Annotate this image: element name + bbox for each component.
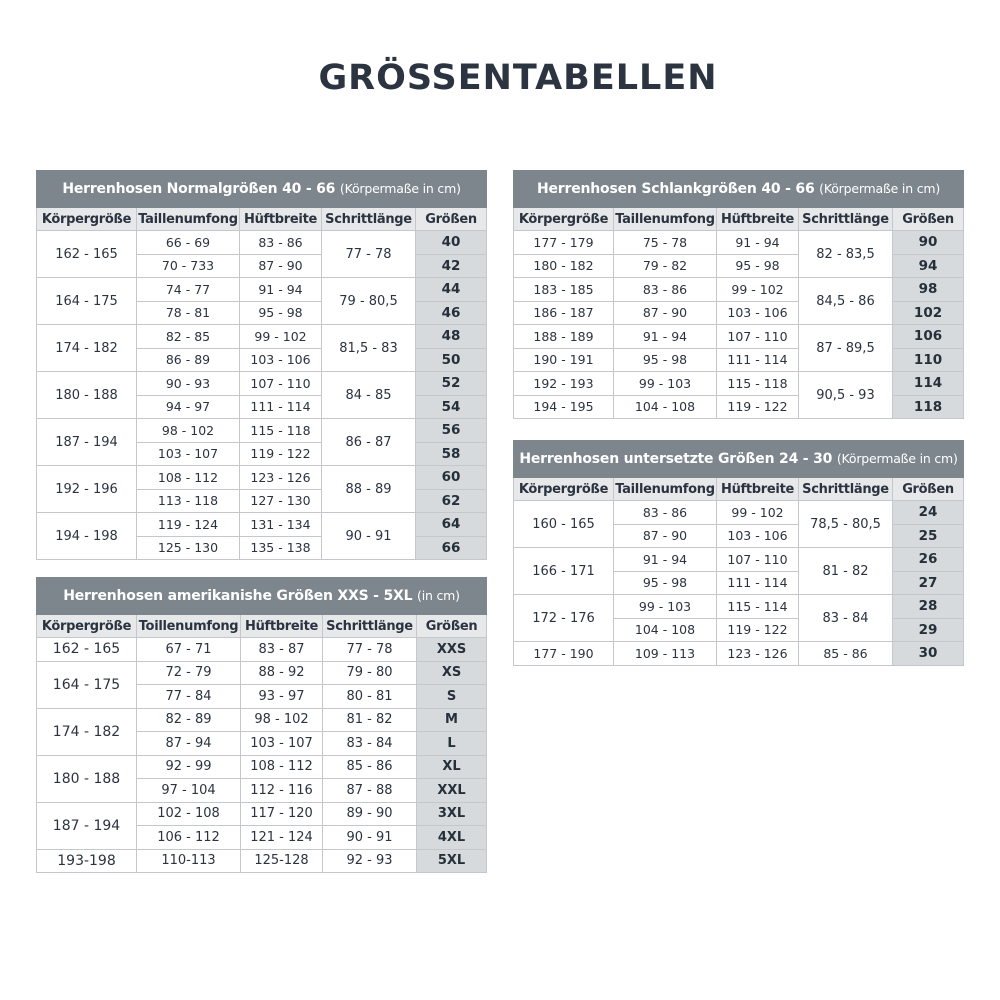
waist-cell: 94 - 97 [137,395,240,419]
size-cell: 27 [893,571,964,595]
column-header: Schrittlänge [323,615,417,638]
inseam-cell: 86 - 87 [322,419,416,466]
table-row [37,419,487,443]
size-cell: 48 [416,325,487,349]
table-row [514,278,964,302]
body-height-cell: 177 - 190 [514,642,614,666]
size-cell: 26 [893,548,964,572]
table-row [514,301,964,325]
hip-cell: 119 - 122 [240,442,322,466]
body-height-cell: 192 - 196 [37,466,137,513]
waist-cell: 98 - 102 [137,419,240,443]
inseam-cell: 85 - 86 [799,642,893,666]
hip-cell: 99 - 102 [717,501,799,525]
waist-cell: 87 - 94 [137,732,241,756]
body-height-cell: 172 - 176 [514,595,614,642]
hip-cell: 95 - 98 [717,254,799,278]
size-cell: 44 [416,278,487,302]
hip-cell: 108 - 112 [241,755,323,779]
size-cell: 25 [893,524,964,548]
size-cell: 106 [893,325,964,349]
inseam-cell: 83 - 84 [799,595,893,642]
hip-cell: 111 - 114 [240,395,322,419]
inseam-cell: 85 - 86 [323,755,417,779]
size-cell: 46 [416,301,487,325]
size-cell: 29 [893,618,964,642]
inseam-cell: 84 - 85 [322,372,416,419]
size-cell: 58 [416,442,487,466]
size-cell: 98 [893,278,964,302]
inseam-cell: 78,5 - 80,5 [799,501,893,548]
inseam-cell: 84,5 - 86 [799,278,893,325]
size-cell: 50 [416,348,487,372]
size-cell: 110 [893,348,964,372]
inseam-cell: 89 - 90 [323,802,417,826]
hip-cell: 87 - 90 [240,254,322,278]
size-cell: L [417,732,487,756]
column-header: Taillenumfong [614,208,717,231]
waist-cell: 91 - 94 [614,325,717,349]
size-cell: 4XL [417,826,487,850]
size-cell: 24 [893,501,964,525]
inseam-cell: 87 - 88 [323,779,417,803]
body-height-cell: 190 - 191 [514,348,614,372]
body-height-cell: 174 - 182 [37,325,137,372]
hip-cell: 103 - 107 [241,732,323,756]
hip-cell: 135 - 138 [240,536,322,560]
table-row [514,254,964,278]
hip-cell: 125-128 [241,849,323,873]
waist-cell: 78 - 81 [137,301,240,325]
column-header: Taillenumfong [614,478,717,501]
table-row [37,638,487,662]
hip-cell: 99 - 102 [717,278,799,302]
size-cell: 118 [893,395,964,419]
size-cell: 28 [893,595,964,619]
waist-cell: 86 - 89 [137,348,240,372]
table-row [37,325,487,349]
column-header: Toillenumfong [137,615,241,638]
body-height-cell: 162 - 165 [37,638,137,662]
size-cell: 42 [416,254,487,278]
size-cell: 66 [416,536,487,560]
body-height-cell: 187 - 194 [37,419,137,466]
waist-cell: 110-113 [137,849,241,873]
hip-cell: 131 - 134 [240,513,322,537]
hip-cell: 95 - 98 [240,301,322,325]
hip-cell: 88 - 92 [241,661,323,685]
table-row [514,595,964,619]
inseam-cell: 83 - 84 [323,732,417,756]
waist-cell: 66 - 69 [137,231,240,255]
hip-cell: 119 - 122 [717,395,799,419]
body-height-cell: 177 - 179 [514,231,614,255]
waist-cell: 113 - 118 [137,489,240,513]
hip-cell: 117 - 120 [241,802,323,826]
body-height-cell: 183 - 185 [514,278,614,302]
waist-cell: 104 - 108 [614,395,717,419]
waist-cell: 99 - 103 [614,595,717,619]
column-header: Hüftbreite [240,208,322,231]
waist-cell: 92 - 99 [137,755,241,779]
page-title: GRÖSSENTABELLEN [318,58,718,98]
size-cell: 102 [893,301,964,325]
table-row [514,395,964,419]
inseam-cell: 79 - 80 [323,661,417,685]
size-cell: M [417,708,487,732]
hip-cell: 127 - 130 [240,489,322,513]
table-row [37,231,487,255]
size-cell: 114 [893,372,964,396]
inseam-cell: 90 - 91 [323,826,417,850]
inseam-cell: 90 - 91 [322,513,416,560]
waist-cell: 90 - 93 [137,372,240,396]
size-cell: XL [417,755,487,779]
size-cell: 94 [893,254,964,278]
hip-cell: 91 - 94 [717,231,799,255]
size-table-stout [513,440,964,666]
table-row [37,849,487,873]
waist-cell: 119 - 124 [137,513,240,537]
inseam-cell: 82 - 83,5 [799,231,893,278]
column-header: Taillenumfong [137,208,240,231]
body-height-cell: 162 - 165 [37,231,137,278]
hip-cell: 91 - 94 [240,278,322,302]
inseam-cell: 77 - 78 [322,231,416,278]
table-row [37,466,487,490]
inseam-cell: 87 - 89,5 [799,325,893,372]
inseam-cell: 81 - 82 [799,548,893,595]
size-cell: 3XL [417,802,487,826]
table-row [514,348,964,372]
waist-cell: 99 - 103 [614,372,717,396]
table-title: Herrenhosen Schlankgrößen 40 - 66 (Körpermaße in cm) [514,171,964,208]
hip-cell: 103 - 106 [717,524,799,548]
hip-cell: 115 - 114 [717,595,799,619]
body-height-cell: 174 - 182 [37,708,137,755]
table-row [514,325,964,349]
size-table-us [36,577,487,873]
body-height-cell: 160 - 165 [514,501,614,548]
size-table-slim [513,170,964,419]
body-height-cell: 164 - 175 [37,661,137,708]
waist-cell: 77 - 84 [137,685,241,709]
table-row [514,548,964,572]
column-header: Körpergröße [37,615,137,638]
waist-cell: 91 - 94 [614,548,717,572]
size-cell: 52 [416,372,487,396]
table-title: Herrenhosen amerikanishe Größen XXS - 5XL (in cm) [37,578,487,615]
column-header: Hüftbreite [717,478,799,501]
waist-cell: 108 - 112 [137,466,240,490]
body-height-cell: 180 - 188 [37,372,137,419]
size-cell: 5XL [417,849,487,873]
size-cell: 64 [416,513,487,537]
hip-cell: 123 - 126 [717,642,799,666]
size-cell: XXS [417,638,487,662]
inseam-cell: 88 - 89 [322,466,416,513]
body-height-cell: 180 - 182 [514,254,614,278]
hip-cell: 99 - 102 [240,325,322,349]
hip-cell: 123 - 126 [240,466,322,490]
waist-cell: 75 - 78 [614,231,717,255]
body-height-cell: 193-198 [37,849,137,873]
hip-cell: 103 - 106 [240,348,322,372]
body-height-cell: 164 - 175 [37,278,137,325]
inseam-cell: 81 - 82 [323,708,417,732]
column-header: Schrittlänge [799,478,893,501]
waist-cell: 109 - 113 [614,642,717,666]
hip-cell: 112 - 116 [241,779,323,803]
hip-cell: 103 - 106 [717,301,799,325]
hip-cell: 121 - 124 [241,826,323,850]
hip-cell: 115 - 118 [240,419,322,443]
column-header: Größen [893,478,964,501]
table-row [37,708,487,732]
inseam-cell: 92 - 93 [323,849,417,873]
size-cell: XS [417,661,487,685]
body-height-cell: 188 - 189 [514,325,614,349]
size-cell: 54 [416,395,487,419]
waist-cell: 83 - 86 [614,501,717,525]
hip-cell: 107 - 110 [717,325,799,349]
column-header: Größen [893,208,964,231]
table-row [37,755,487,779]
hip-cell: 83 - 86 [240,231,322,255]
column-header: Körpergröße [514,208,614,231]
waist-cell: 95 - 98 [614,348,717,372]
size-cell: 62 [416,489,487,513]
body-height-cell: 180 - 188 [37,755,137,802]
waist-cell: 83 - 86 [614,278,717,302]
waist-cell: 97 - 104 [137,779,241,803]
waist-cell: 72 - 79 [137,661,241,685]
column-header: Größen [417,615,487,638]
body-height-cell: 192 - 193 [514,372,614,396]
table-title: Herrenhosen Normalgrößen 40 - 66 (Körpermaße in cm) [37,171,487,208]
waist-cell: 125 - 130 [137,536,240,560]
size-cell: 90 [893,231,964,255]
hip-cell: 119 - 122 [717,618,799,642]
table-row [37,278,487,302]
hip-cell: 83 - 87 [241,638,323,662]
hip-cell: 107 - 110 [717,548,799,572]
hip-cell: 111 - 114 [717,348,799,372]
size-cell: S [417,685,487,709]
column-header: Hüftbreite [717,208,799,231]
waist-cell: 103 - 107 [137,442,240,466]
inseam-cell: 80 - 81 [323,685,417,709]
waist-cell: 74 - 77 [137,278,240,302]
table-row [37,802,487,826]
waist-cell: 82 - 89 [137,708,241,732]
body-height-cell: 166 - 171 [514,548,614,595]
size-cell: XXL [417,779,487,803]
hip-cell: 107 - 110 [240,372,322,396]
body-height-cell: 187 - 194 [37,802,137,849]
table-row [514,642,964,666]
waist-cell: 82 - 85 [137,325,240,349]
waist-cell: 87 - 90 [614,301,717,325]
hip-cell: 93 - 97 [241,685,323,709]
waist-cell: 106 - 112 [137,826,241,850]
inseam-cell: 81,5 - 83 [322,325,416,372]
table-row [514,501,964,525]
size-table-normal [36,170,487,560]
inseam-cell: 77 - 78 [323,638,417,662]
column-header: Größen [416,208,487,231]
body-height-cell: 186 - 187 [514,301,614,325]
table-row [514,372,964,396]
column-header: Schrittlänge [322,208,416,231]
size-cell: 30 [893,642,964,666]
body-height-cell: 194 - 195 [514,395,614,419]
waist-cell: 67 - 71 [137,638,241,662]
size-cell: 40 [416,231,487,255]
waist-cell: 95 - 98 [614,571,717,595]
table-row [37,513,487,537]
waist-cell: 104 - 108 [614,618,717,642]
size-cell: 56 [416,419,487,443]
column-header: Schrittlänge [799,208,893,231]
hip-cell: 98 - 102 [241,708,323,732]
table-row [37,661,487,685]
body-height-cell: 194 - 198 [37,513,137,560]
size-cell: 60 [416,466,487,490]
waist-cell: 102 - 108 [137,802,241,826]
table-row [37,372,487,396]
column-header: Körpergröße [514,478,614,501]
waist-cell: 87 - 90 [614,524,717,548]
waist-cell: 79 - 82 [614,254,717,278]
hip-cell: 111 - 114 [717,571,799,595]
table-row [514,231,964,255]
column-header: Körpergröße [37,208,137,231]
inseam-cell: 79 - 80,5 [322,278,416,325]
hip-cell: 115 - 118 [717,372,799,396]
inseam-cell: 90,5 - 93 [799,372,893,419]
column-header: Hüftbreite [241,615,323,638]
table-title: Herrenhosen untersetzte Größen 24 - 30 (Körpermaße in cm) [514,441,964,478]
waist-cell: 70 - 733 [137,254,240,278]
